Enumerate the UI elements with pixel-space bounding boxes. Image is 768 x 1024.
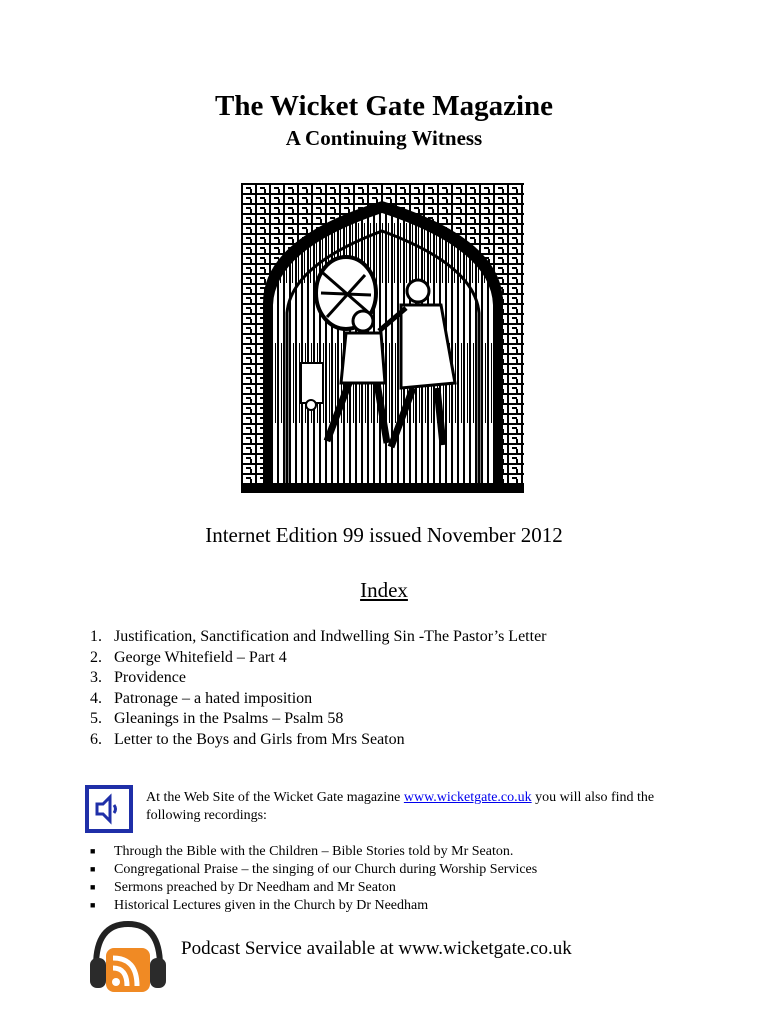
website-note-prefix: At the Web Site of the Wicket Gate magazine	[146, 790, 404, 805]
index-item	[90, 709, 730, 730]
bullet-icon: ■	[90, 864, 96, 874]
index-number: 1.	[90, 628, 102, 645]
index-list	[90, 627, 730, 751]
website-note-suffix: you will also find the following recordings:	[146, 790, 655, 823]
website-link[interactable]: www.wicketgate.co.uk	[403, 790, 532, 805]
speaker-icon[interactable]	[85, 785, 133, 833]
podcast-line: Podcast Service available at www.wicketgate.co.uk	[181, 938, 572, 959]
index-item	[90, 627, 730, 648]
bullet-icon: ■	[90, 882, 96, 892]
recording-item-text: Historical Lectures given in the Church by Dr Needham	[114, 898, 429, 913]
bullet-icon: ■	[90, 900, 96, 910]
index-number: 3.	[90, 669, 102, 687]
recording-item-text: Congregational Praise – the singing of our Church during Worship Services	[114, 862, 538, 877]
bullet-icon: ■	[90, 846, 96, 856]
index-item-text: Letter to the Boys and Girls from Mrs Seaton	[114, 730, 405, 748]
index-item-text: Gleanings in the Psalms – Psalm 58	[114, 710, 344, 728]
recording-item-text: Sermons preached by Dr Needham and Mr Seaton	[114, 880, 396, 895]
index-number: 6.	[90, 730, 102, 748]
edition-line: Internet Edition 99 issued November 2012	[205, 523, 563, 547]
index-item-text: George Whitefield – Part 4	[114, 648, 287, 666]
index-item	[90, 730, 730, 751]
wicket-gate-illustration	[241, 183, 524, 493]
index-number: 4.	[90, 689, 102, 707]
recording-item-text: Through the Bible with the Children – Bible Stories told by Mr Seaton.	[114, 844, 514, 859]
index-number: 2.	[90, 648, 102, 666]
index-number: 5.	[90, 710, 102, 728]
index-heading: Index	[360, 578, 408, 602]
index-item	[90, 648, 730, 669]
index-item-text: Providence	[114, 669, 186, 687]
recordings-list	[90, 842, 730, 914]
index-item-text: Justification, Sanctification and Indwelling Sin -The Pastor’s Letter	[114, 628, 547, 645]
magazine-subtitle: A Continuing Witness	[285, 126, 483, 150]
recording-item	[90, 878, 730, 896]
magazine-title: The Wicket Gate Magazine	[214, 90, 554, 122]
recording-item	[90, 860, 730, 878]
podcast-headphones-icon	[86, 918, 170, 998]
index-item-text: Patronage – a hated imposition	[114, 689, 313, 707]
recording-item	[90, 896, 730, 914]
website-note	[146, 789, 706, 825]
index-item	[90, 668, 730, 689]
recording-item	[90, 842, 730, 860]
index-item	[90, 689, 730, 710]
